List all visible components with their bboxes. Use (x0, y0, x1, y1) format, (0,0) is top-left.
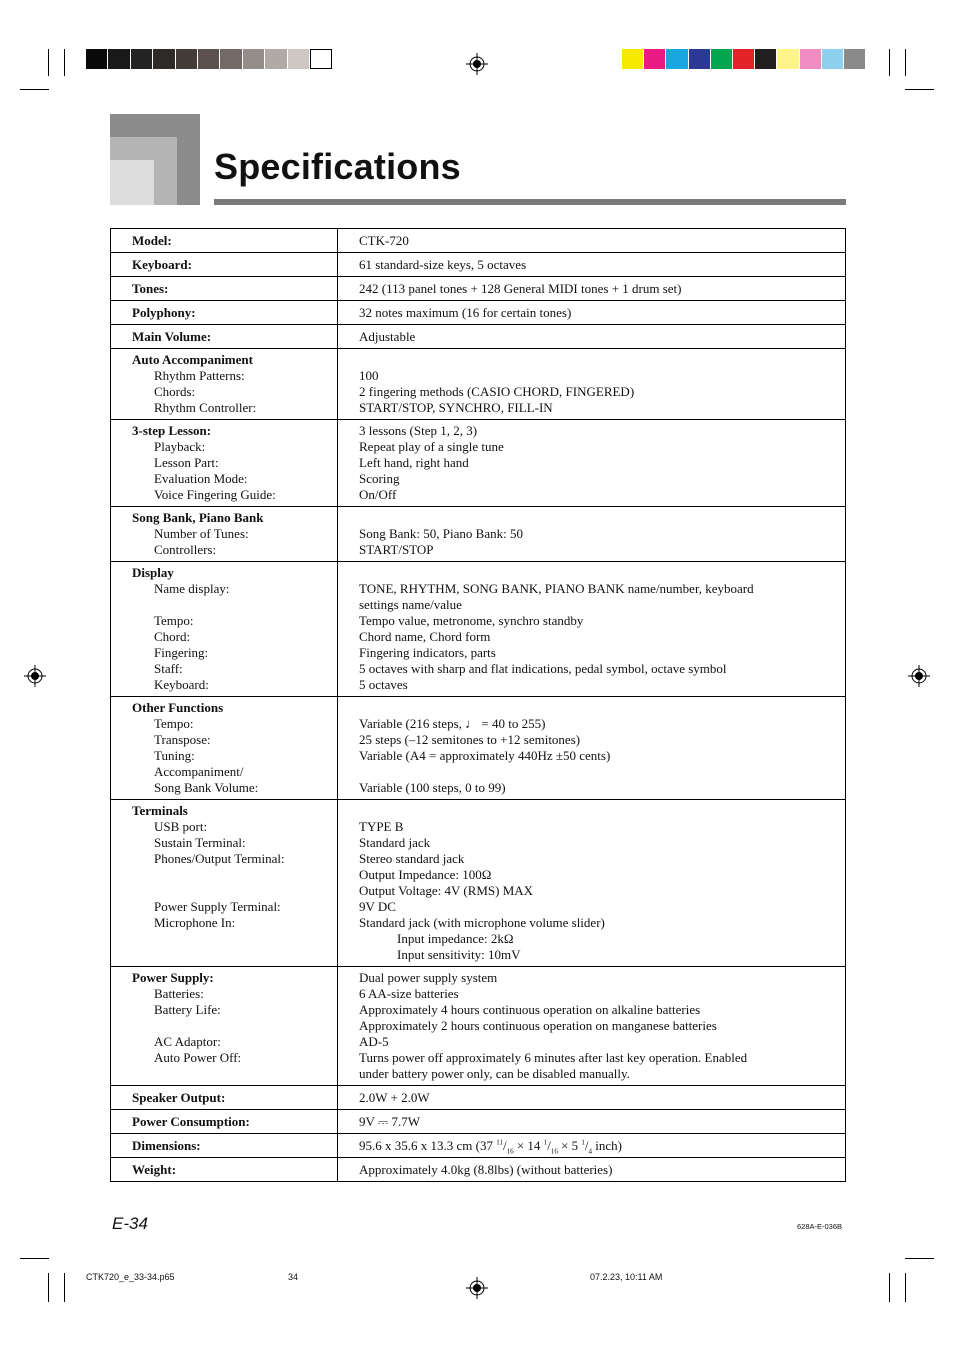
color-swatch (689, 49, 711, 69)
color-swatch (644, 49, 666, 69)
page-number: E-34 (112, 1214, 148, 1233)
spec-sublabel: Rhythm Patterns: (154, 368, 245, 383)
spec-value: 2.0W + 2.0W (338, 1086, 846, 1110)
spec-value: 242 (113 panel tones + 128 General MIDI tones + 1 drum set) (338, 277, 846, 301)
table-row (111, 349, 846, 420)
gray-swatch (243, 49, 265, 69)
spec-sublabel: Tuning: (154, 748, 195, 763)
spec-value: START/STOP (359, 542, 434, 557)
spec-value: Approximately 2 hours continuous operation on manganese batteries (359, 1018, 717, 1033)
spec-sublabel: USB port: (154, 819, 208, 834)
spec-label: Model: (111, 229, 338, 253)
spec-value: Repeat play of a single tune (359, 439, 504, 454)
spec-value: Adjustable (338, 325, 846, 349)
spec-label: Main Volume: (111, 325, 338, 349)
registration-mark-top-icon (466, 53, 488, 75)
table-row (111, 507, 846, 562)
title-rule (214, 199, 846, 205)
spec-value: 61 standard-size keys, 5 octaves (338, 253, 846, 277)
spec-value: 32 notes maximum (16 for certain tones) (338, 301, 846, 325)
spec-sublabel: Name display: (154, 581, 230, 596)
spec-value: 5 octaves with sharp and flat indications, pedal symbol, octave symbol (359, 661, 727, 676)
spec-value: TYPE B (359, 819, 404, 834)
table-row (111, 301, 846, 325)
specifications-table (110, 228, 846, 1182)
color-swatch (711, 49, 733, 69)
registration-mark-bottom-icon (466, 1277, 488, 1299)
spec-value: On/Off (359, 487, 397, 502)
table-row (111, 229, 846, 253)
spec-sublabel: Evaluation Mode: (154, 471, 248, 486)
spec-value: 5 octaves (359, 677, 408, 692)
spec-sublabel: Number of Tunes: (154, 526, 249, 541)
spec-sublabel: Rhythm Controller: (154, 400, 257, 415)
spec-value: 9V DC (359, 899, 396, 914)
spec-value: Standard jack (359, 835, 431, 850)
spec-sublabel: Transpose: (154, 732, 211, 747)
gray-swatch (288, 49, 310, 69)
spec-label: Auto Accompaniment (132, 352, 253, 367)
spec-value: 6 AA-size batteries (359, 986, 459, 1001)
color-swatch (822, 49, 844, 69)
gray-swatch (131, 49, 153, 69)
spec-label: Power Consumption: (111, 1110, 338, 1134)
spec-value: settings name/value (359, 597, 462, 612)
spec-label: Dimensions: (111, 1134, 338, 1158)
spec-value: TONE, RHYTHM, SONG BANK, PIANO BANK name/number, keyboard (359, 581, 754, 596)
spec-value: Output Impedance: 100Ω (359, 867, 492, 882)
spec-sublabel: Voice Fingering Guide: (154, 487, 276, 502)
gray-swatch (198, 49, 220, 69)
dc-symbol-icon: ⎓ (377, 1114, 389, 1129)
gray-swatch (153, 49, 175, 69)
spec-value: Output Voltage: 4V (RMS) MAX (359, 883, 534, 898)
spec-label: Tones: (111, 277, 338, 301)
spec-value: Fingering indicators, parts (359, 645, 496, 660)
gray-swatch (86, 49, 108, 69)
spec-value: Standard jack (with microphone volume slider) (359, 915, 605, 930)
title-decoration-inner (110, 160, 154, 205)
spec-value: AD-5 (359, 1034, 389, 1049)
spec-value: CTK-720 (338, 229, 846, 253)
table-row (111, 1110, 846, 1134)
spec-value: 2 fingering methods (CASIO CHORD, FINGERED) (359, 384, 635, 399)
gray-swatch (310, 49, 332, 69)
spec-value: Dual power supply system (359, 970, 498, 985)
spec-sublabel: Batteries: (154, 986, 204, 1001)
table-row (111, 1134, 846, 1158)
spec-sublabel: Accompaniment/ (154, 764, 244, 779)
spec-label: Speaker Output: (111, 1086, 338, 1110)
color-swatch (733, 49, 755, 69)
color-swatch (622, 49, 644, 69)
color-swatch (800, 49, 822, 69)
spec-label: Polyphony: (111, 301, 338, 325)
spec-value: Scoring (359, 471, 400, 486)
spec-value: under battery power only, can be disabled manually. (359, 1066, 630, 1081)
spec-value: 25 steps (–12 semitones to +12 semitones) (359, 732, 581, 747)
color-swatch (777, 49, 799, 69)
quarter-note-icon: ♩ (465, 716, 479, 731)
spec-value: Chord name, Chord form (359, 629, 491, 644)
spec-sublabel: Phones/Output Terminal: (154, 851, 285, 866)
spec-value: Stereo standard jack (359, 851, 465, 866)
spec-sublabel: Tempo: (154, 716, 194, 731)
spec-label: Power Supply: (132, 970, 214, 985)
spec-value: 9V ⎓ 7.7W (338, 1110, 846, 1134)
slug-sheet-number: 34 (288, 1272, 299, 1282)
spec-value: Song Bank: 50, Piano Bank: 50 (359, 526, 523, 541)
spec-label: Other Functions (132, 700, 224, 715)
spec-sublabel: Sustain Terminal: (154, 835, 246, 850)
table-row (111, 420, 846, 507)
gray-swatch (220, 49, 242, 69)
table-row (111, 967, 846, 1086)
gray-swatch (176, 49, 198, 69)
spec-sublabel: Battery Life: (154, 1002, 221, 1017)
spec-value: Variable (100 steps, 0 to 99) (359, 780, 506, 795)
spec-label: Terminals (132, 803, 188, 818)
spec-sublabel: Controllers: (154, 542, 217, 557)
spec-sublabel: AC Adaptor: (154, 1034, 221, 1049)
spec-value: Turns power off approximately 6 minutes after last key operation. Enabled (359, 1050, 748, 1065)
spec-sublabel: Auto Power Off: (154, 1050, 242, 1065)
spec-sublabel: Playback: (154, 439, 206, 454)
spec-value: Input impedance: 2kΩ (397, 931, 514, 946)
color-swatch (666, 49, 688, 69)
spec-value: Variable (216 steps, ♩ = 40 to 255) (359, 716, 546, 731)
table-row (111, 697, 846, 800)
spec-sublabel: Tempo: (154, 613, 194, 628)
spec-sublabel: Song Bank Volume: (154, 780, 259, 795)
spec-value: Approximately 4 hours continuous operation on alkaline batteries (359, 1002, 701, 1017)
spec-value: 95.6 x 35.6 x 13.3 cm (37 $^{11}/_{16} \times 14$ $^1/_{16} \times 5$ $^1/_4$ inch) (338, 1134, 846, 1158)
table-row (111, 325, 846, 349)
table-row (111, 277, 846, 301)
spec-value: Approximately 4.0kg (8.8lbs) (without batteries) (338, 1158, 846, 1182)
gray-swatch (265, 49, 287, 69)
spec-sublabel: Chords: (154, 384, 196, 399)
color-swatch (844, 49, 866, 69)
spec-sublabel: Fingering: (154, 645, 209, 660)
spec-sublabel: Staff: (154, 661, 183, 676)
spec-sublabel: Microphone In: (154, 915, 236, 930)
spec-label: 3-step Lesson: (132, 423, 212, 438)
table-row (111, 1158, 846, 1182)
document-code: 628A-E-036B (797, 1222, 843, 1231)
table-row (111, 253, 846, 277)
spec-label: Song Bank, Piano Bank (132, 510, 264, 525)
spec-value: Left hand, right hand (359, 455, 469, 470)
page-title: Specifications (214, 146, 461, 187)
registration-mark-left-icon (24, 665, 46, 687)
gray-swatch (108, 49, 130, 69)
spec-sublabel: Lesson Part: (154, 455, 219, 470)
spec-label: Display (132, 565, 174, 580)
color-swatch (755, 49, 777, 69)
spec-sublabel: Power Supply Terminal: (154, 899, 281, 914)
spec-sublabel: Keyboard: (154, 677, 209, 692)
slug-timestamp: 07.2.23, 10:11 AM (590, 1272, 663, 1282)
table-row (111, 562, 846, 697)
table-row (111, 1086, 846, 1110)
spec-label: Weight: (111, 1158, 338, 1182)
slug-filename: CTK720_e_33-34.p65 (86, 1272, 175, 1282)
spec-sublabel: Chord: (154, 629, 191, 644)
registration-mark-right-icon (908, 665, 930, 687)
table-row (111, 800, 846, 967)
spec-value: START/STOP, SYNCHRO, FILL-IN (359, 400, 553, 415)
spec-value: Variable (A4 = approximately 440Hz ±50 cents) (359, 748, 611, 763)
spec-value: Tempo value, metronome, synchro standby (359, 613, 584, 628)
spec-value: Input sensitivity: 10mV (397, 947, 521, 962)
spec-value: 3 lessons (Step 1, 2, 3) (359, 423, 478, 438)
spec-label: Keyboard: (111, 253, 338, 277)
spec-value: 100 (359, 368, 379, 383)
